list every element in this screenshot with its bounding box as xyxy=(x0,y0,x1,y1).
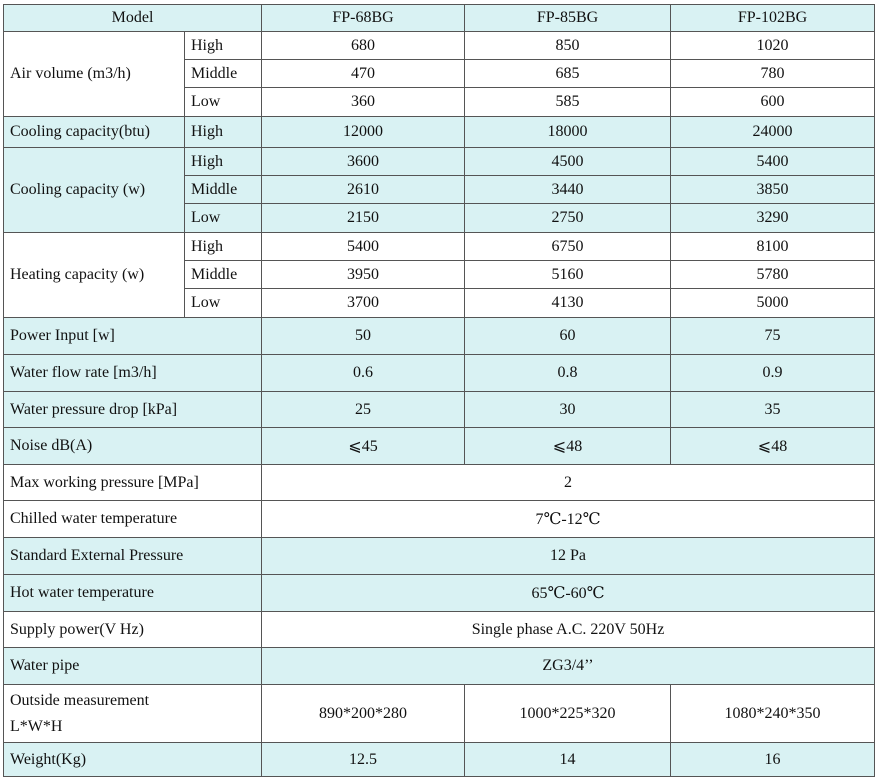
water-pipe-row xyxy=(4,648,875,685)
table-cell: 3950 xyxy=(262,261,465,289)
model-name: FP-85BG xyxy=(465,5,671,32)
speed-label: High xyxy=(185,233,262,261)
speed-label: Low xyxy=(185,204,262,233)
table-cell: 2 xyxy=(262,465,875,501)
table-cell: 600 xyxy=(671,88,875,117)
table-cell: ⩽45 xyxy=(262,428,465,465)
power-input-row xyxy=(4,318,875,355)
table-cell: 3600 xyxy=(262,148,465,176)
table-cell: 685 xyxy=(465,60,671,88)
cooling-w-label: Cooling capacity (w) xyxy=(4,148,185,233)
table-cell: ⩽48 xyxy=(465,428,671,465)
weight-label: Weight(Kg) xyxy=(4,743,262,777)
table-cell: 3700 xyxy=(262,289,465,318)
speed-label: High xyxy=(185,148,262,176)
table-cell: 0.9 xyxy=(671,355,875,392)
table-cell: 6750 xyxy=(465,233,671,261)
table-cell: 4500 xyxy=(465,148,671,176)
cooling-btu-row xyxy=(4,117,875,148)
air-volume-row-high xyxy=(4,32,875,60)
chilled-water-label: Chilled water temperature xyxy=(4,501,262,538)
cooling-w-row-high xyxy=(4,148,875,176)
table-cell: 2610 xyxy=(262,176,465,204)
noise-row xyxy=(4,428,875,465)
table-cell: 2150 xyxy=(262,204,465,233)
speed-label: Middle xyxy=(185,176,262,204)
outside-measurement-label xyxy=(4,685,262,743)
table-cell: 890*200*280 xyxy=(262,685,465,743)
ext-pressure-row xyxy=(4,538,875,575)
table-cell: 25 xyxy=(262,392,465,428)
heating-w-label: Heating capacity (w) xyxy=(4,233,185,318)
table-cell: 4130 xyxy=(465,289,671,318)
table-cell: 1080*240*350 xyxy=(671,685,875,743)
table-cell: 3850 xyxy=(671,176,875,204)
water-flow-row xyxy=(4,355,875,392)
table-cell: 1000*225*320 xyxy=(465,685,671,743)
table-cell: 12 Pa xyxy=(262,538,875,575)
hot-water-label: Hot water temperature xyxy=(4,575,262,612)
air-volume-label: Air volume (m3/h) xyxy=(4,32,185,117)
water-flow-label: Water flow rate [m3/h] xyxy=(4,355,262,392)
chilled-water-row xyxy=(4,501,875,538)
table-cell: 24000 xyxy=(671,117,875,148)
table-cell: 470 xyxy=(262,60,465,88)
outside-measurement-row xyxy=(4,685,875,743)
weight-row xyxy=(4,743,875,777)
max-pressure-label: Max working pressure [MPa] xyxy=(4,465,262,501)
speed-label: High xyxy=(185,117,262,148)
pressure-drop-row xyxy=(4,392,875,428)
speed-label: Middle xyxy=(185,261,262,289)
table-cell: 780 xyxy=(671,60,875,88)
pressure-drop-label: Water pressure drop [kPa] xyxy=(4,392,262,428)
table-cell: 5160 xyxy=(465,261,671,289)
header-row xyxy=(4,5,875,32)
table-cell: 50 xyxy=(262,318,465,355)
table-cell: 1020 xyxy=(671,32,875,60)
table-cell: 75 xyxy=(671,318,875,355)
cooling-btu-label: Cooling capacity(btu) xyxy=(4,117,185,148)
table-cell: Single phase A.C. 220V 50Hz xyxy=(262,612,875,648)
speed-label: Middle xyxy=(185,60,262,88)
table-cell: 0.8 xyxy=(465,355,671,392)
table-cell: 65℃-60℃ xyxy=(262,575,875,612)
table-cell: 680 xyxy=(262,32,465,60)
hot-water-row xyxy=(4,575,875,612)
table-cell: 0.6 xyxy=(262,355,465,392)
model-name: FP-68BG xyxy=(262,5,465,32)
table-cell: 60 xyxy=(465,318,671,355)
max-pressure-row xyxy=(4,465,875,501)
noise-label: Noise dB(A) xyxy=(4,428,262,465)
power-input-label: Power Input [w] xyxy=(4,318,262,355)
table-cell: 16 xyxy=(671,743,875,777)
supply-power-label: Supply power(V Hz) xyxy=(4,612,262,648)
table-cell: 18000 xyxy=(465,117,671,148)
supply-power-row xyxy=(4,612,875,648)
speed-label: Low xyxy=(185,289,262,318)
table-cell: 8100 xyxy=(671,233,875,261)
outside-measurement-label-line1: Outside measurement xyxy=(10,691,150,709)
table-cell: 14 xyxy=(465,743,671,777)
table-cell: 5400 xyxy=(262,233,465,261)
table-cell: 12.5 xyxy=(262,743,465,777)
table-cell: 7℃-12℃ xyxy=(262,501,875,538)
table-cell: 5000 xyxy=(671,289,875,318)
table-cell: 12000 xyxy=(262,117,465,148)
model-label: Model xyxy=(4,5,262,32)
table-cell: 2750 xyxy=(465,204,671,233)
table-cell: 3440 xyxy=(465,176,671,204)
table-cell: 850 xyxy=(465,32,671,60)
outside-measurement-label-line2: L*W*H xyxy=(10,717,63,735)
table-cell: 5780 xyxy=(671,261,875,289)
table-cell: 30 xyxy=(465,392,671,428)
table-cell: 585 xyxy=(465,88,671,117)
table-cell: 360 xyxy=(262,88,465,117)
spec-table xyxy=(3,4,875,777)
heating-w-row-high xyxy=(4,233,875,261)
table-cell: 5400 xyxy=(671,148,875,176)
table-cell: ⩽48 xyxy=(671,428,875,465)
speed-label: Low xyxy=(185,88,262,117)
ext-pressure-label: Standard External Pressure xyxy=(4,538,262,575)
model-name: FP-102BG xyxy=(671,5,875,32)
speed-label: High xyxy=(185,32,262,60)
table-cell: 3290 xyxy=(671,204,875,233)
water-pipe-label: Water pipe xyxy=(4,648,262,685)
table-cell: ZG3/4’’ xyxy=(262,648,875,685)
table-cell: 35 xyxy=(671,392,875,428)
